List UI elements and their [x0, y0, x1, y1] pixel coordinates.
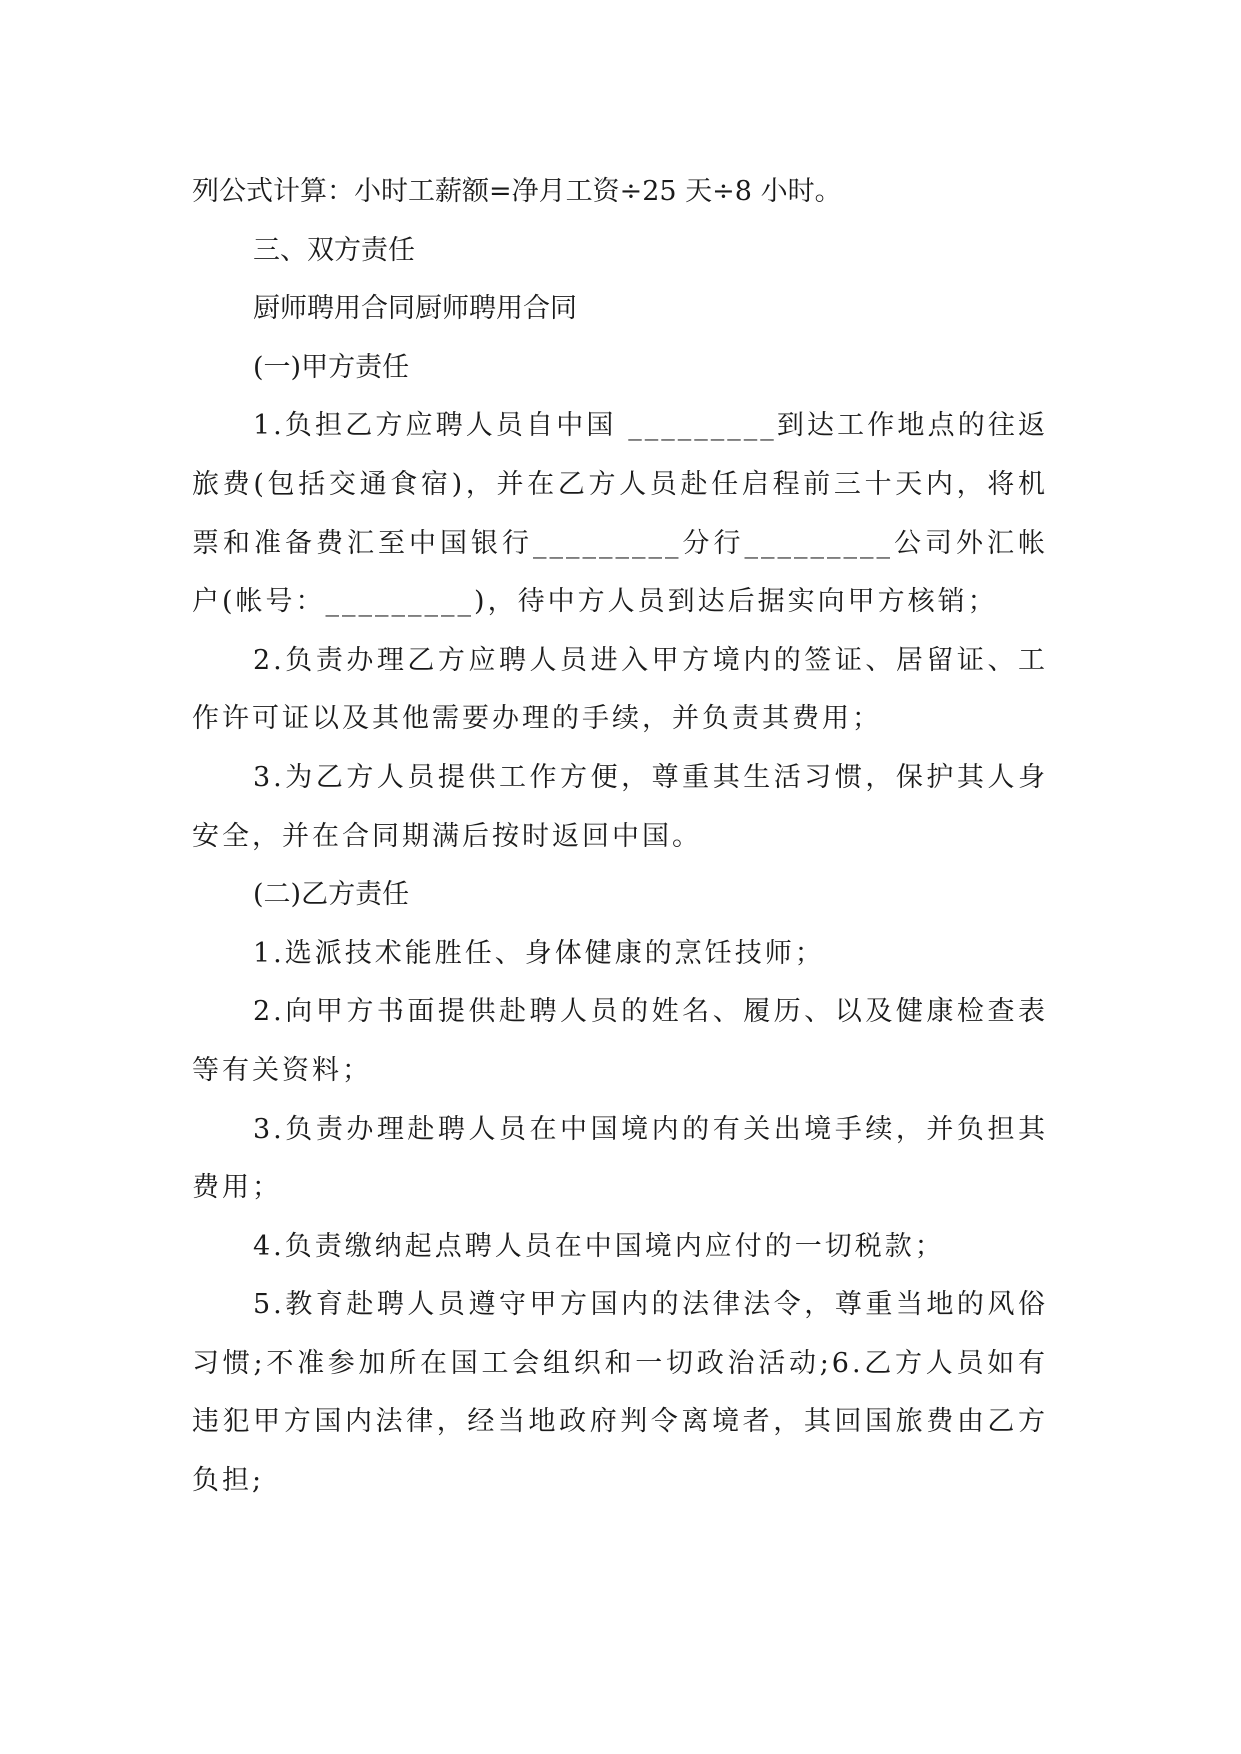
contract-title-line: 厨师聘用合同厨师聘用合同 [253, 293, 577, 325]
clause-b-3: 3.负责办理赴聘人员在中国境内的有关出境手续，并负担其费用； [192, 1113, 1048, 1204]
clause-b-2: 2.向甲方书面提供赴聘人员的姓名、履历、以及健康检查表等有关资料； [192, 996, 1048, 1086]
subheading-party-a-responsibilities: (一)甲方责任 [253, 351, 410, 383]
paragraph-formula-continuation: 列公式计算：小时工薪额=净月工资÷25 天÷8 小时。 [192, 176, 842, 207]
clause-a-3: 3.为乙方人员提供工作方便，尊重其生活习惯，保护其人身安全，并在合同期满后按时返回中国。 [192, 761, 1048, 852]
document-body [192, 163, 1048, 1511]
clause-b-5-6: 5.教育赴聘人员遵守甲方国内的法律法令，尊重当地的风俗习惯;不准参加所在国工会组织和一切政治活动;6.乙方人员如有违犯甲方国内法律，经当地政府判令离境者，其回国旅费由乙方负担; [192, 1289, 1048, 1497]
clause-b-1: 1.选派技术能胜任、身体健康的烹饪技师； [253, 937, 825, 969]
subheading-party-b-responsibilities: (二)乙方责任 [253, 879, 410, 911]
clause-a-1: 1.负担乙方应聘人员自中国 _________到达工作地点的往返旅费(包括交通食宿)，并在乙方人员赴任启程前三十天内，将机票和准备费汇至中国银行_________分行_________公司外汇帐户(帐号：_________)，待中方人员到达后据实向甲方核销； [192, 410, 1048, 618]
clause-a-2: 2.负责办理乙方应聘人员进入甲方境内的签证、居留证、工作许可证以及其他需要办理的手续，并负责其费用； [192, 644, 1048, 735]
clause-b-4: 4.负责缴纳起点聘人员在中国境内应付的一切税款； [253, 1230, 945, 1262]
section-heading-mutual-responsibilities: 三、双方责任 [253, 234, 415, 266]
